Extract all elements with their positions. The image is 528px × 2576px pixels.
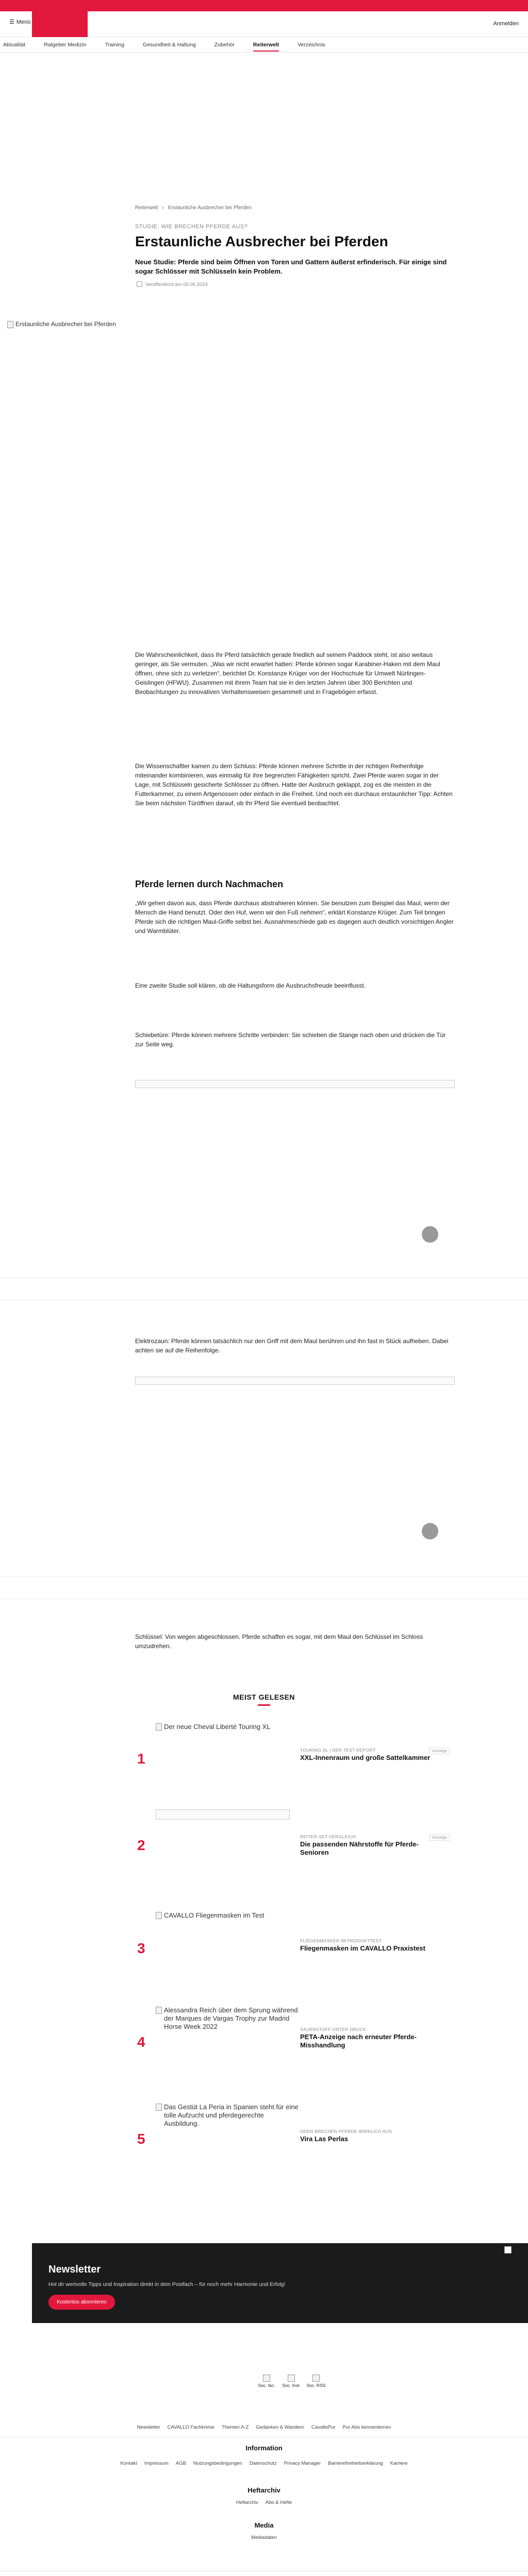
gallery-next-button[interactable] [422,1523,438,1539]
most-read-image: Der neue Cheval Liberté Touring XL [156,1723,300,1731]
gallery-caption: Elektrozaun: Pferde können tatsächlich nur den Griff mit dem Maul berühren und ihn fast in Stück aufheben. Dabei achten sie auf die Reihenfolge. [135,1337,449,1354]
newsletter-subscribe-button[interactable]: Kostenlos abonnieren [48,2295,115,2310]
article-paragraph: Die Wissenschaftler kamen zu dem Schluss: Pferde können mehrere Schritte in der richtigen Reihenfolge miteinander kombinieren, was einmalig für ihre begrenzten Fähigkeiten spricht. Zwei Pferde waren sogar in der Lage, mit Schlüsseln gesicherte Schlösser zu öffnen. Hatte der Ausbruch geklappt, zog es die meisten in die Futterkammer, zu einem Artgenossen oder einfach in die Freiheit. Und noch ein durchaus erstaunlicher Tipp: Achten Sie beim nächsten Türöffnen darauf, ob Ihr Pferd Sie eventuell beobachtet. [135,762,453,807]
most-read-headline[interactable]: Fliegenmasken im CAVALLO Praxistest [300,1944,425,1952]
broken-image-icon [156,2007,162,2014]
footer-links-info [0,2461,528,2466]
broken-image-icon [156,2104,162,2111]
footer-link[interactable]: Themen A-Z [221,2425,249,2430]
main-navigation [0,37,528,53]
most-read-kicker: SAUERSTOFF UNTER DRUCK [300,2027,366,2032]
most-read-number: 2 [137,1837,145,1853]
most-read-kicker: REITER-SET-VERGLEICH [300,1834,356,1839]
social-links [255,2375,327,2388]
calendar-icon [137,281,142,287]
ad-badge: Anzeige [430,1834,450,1841]
broken-image-icon [7,321,13,328]
article-kicker: STUDIE: WIE BRECHEN PFERDE AUS? [135,224,248,230]
gallery-image-placeholder [135,1080,455,1088]
footer-link[interactable]: Abo & Hefte [265,2500,292,2505]
most-read-headline[interactable]: XXL-Innenraum und große Sattelkammer [300,1754,431,1761]
article-teaser: Neue Studie: Pferde sind beim Öffnen von Toren und Gattern äußerst erfinderisch. Für einige sind sogar Schlösser mit Schlüsseln kein Problem. [135,258,447,275]
article-subhead: Pferde lernen durch Nachmachen [135,879,284,889]
breadcrumb-home[interactable]: Reiterwelt [135,205,158,211]
broken-image-icon [156,1912,162,1919]
gallery-caption: Schiebetüre: Pferde können mehrere Schritte verbinden: Sie schieben die Stange nach oben und drücken die Tür zur Seite weg. [135,1031,446,1048]
most-read-image: Das Gestüt La Peria in Spanien steht für eine tolle Aufzucht und pferdegerechte Ausbildung. [156,2103,300,2128]
most-read-item[interactable] [135,1911,455,1973]
article-paragraph: „Wir gehen davon aus, dass Pferde durchaus abstrahieren können. Sie benutzen zum Beispiel das Maul, wenn der Mensch die Hand benutzt. Oder den Huf, wenn wir den Fuß nehmen“, erklärt Konstanze Krüger. Zum Teil bringen Pferde sich die richtigen Maul-Griffe selbst bei. Ausnahmeschiede gab es dagegen auch deutlich vorsichtigen Angler und Warmblüter. [135,900,454,935]
footer-link[interactable]: Datenschutz [249,2461,277,2466]
gallery-image-placeholder [135,1377,455,1385]
most-read-item[interactable] [135,1723,455,1785]
footer-link[interactable]: Privacy Manager [284,2461,321,2466]
most-read-kicker: ODER BRECHEN PFERDE WIRKLICH AUS [300,2129,392,2134]
footer-links-media [0,2535,528,2540]
top-accent-strip [0,0,528,11]
footer-link[interactable]: Nutzungsbedingungen [193,2461,242,2466]
most-read-item[interactable] [135,2103,455,2165]
social-instagram-link[interactable]: Soc. Inst. [280,2375,303,2388]
facebook-icon [263,2375,270,2382]
footer-media-heading: Media [254,2521,274,2529]
login-button[interactable]: Anmelden [493,21,519,27]
newsletter-text: Hol dir wertvolle Tipps und Inspiration direkt in dein Postfach – für noch mehr Harmonie und Erfolg! [48,2281,286,2287]
most-read-underline [258,1704,270,1706]
nav-item-training[interactable]: Training [105,41,125,48]
instagram-icon [288,2375,295,2382]
most-read-headline[interactable]: Die passenden Nährstoffe für Pferde-Senioren [300,1840,419,1856]
footer-link[interactable]: CAVALLO Fachkreise [167,2425,214,2430]
most-read-number: 5 [137,2131,145,2147]
newsletter-image [504,2246,512,2253]
footer-link[interactable]: Heftarchiv [236,2500,258,2505]
footer-link[interactable]: CavalloPur [311,2425,336,2430]
site-header [0,11,528,37]
footer-link[interactable]: Pur Abo kennenlernen [342,2425,391,2430]
breadcrumb-current: Erstaunliche Ausbrecher bei Pferden [168,205,252,211]
rss-icon [312,2375,320,2382]
gallery-divider [0,1278,528,1300]
most-read-image [156,1809,290,1820]
most-read-number: 1 [137,1751,145,1767]
hamburger-icon: ☰ [9,19,14,25]
footer-link[interactable]: AGB [175,2461,186,2466]
article-paragraph: Eine zweite Studie soll klären, ob die Haltungsform die Ausbruchsfreude beeinflusst. [135,982,366,989]
newsletter-box [32,2243,528,2323]
gallery-next-button[interactable] [422,1226,438,1243]
nav-item-zubehoer[interactable]: Zubehör [214,41,235,48]
newsletter-title: Newsletter [48,2264,101,2275]
most-read-number: 4 [137,2034,145,2050]
broken-image-icon [156,1723,162,1731]
footer-link[interactable]: Impressum [144,2461,169,2466]
brand-logo[interactable] [32,11,88,37]
social-rss-link[interactable]: Soc. RSS [305,2375,327,2388]
hero-image-alt: Erstaunliche Ausbrecher bei Pferden [15,320,116,328]
footer-link[interactable]: Mediadaten [251,2535,277,2540]
nav-item-gesundheit[interactable]: Gesundheit & Haltung [143,41,196,48]
most-read-image: CAVALLO Fliegenmasken im Test [156,1911,300,1920]
most-read-title: MEIST GELESEN [233,1693,295,1701]
footer-link[interactable]: Gedanken & Wandern [256,2425,304,2430]
chevron-right-icon: › [162,205,164,211]
gallery-caption: Schlüssel: Von wegen abgeschlossen. Pferde schaffen es sogar, mit dem Maul den Schlüssel im Schloss umzudrehen. [135,1633,423,1650]
social-facebook-link[interactable]: Soc. fac. [255,2375,278,2388]
most-read-kicker: FLIEGENMASKEN IM PRODUKTTEST [300,1938,382,1943]
nav-item-ratgeber-medizin[interactable]: Ratgeber Medizin [44,41,87,48]
breadcrumb [135,205,252,211]
ad-badge: Anzeige [430,1748,450,1754]
most-read-image: Alessandra Reich über dem Sprung während der Marques de Vargas Trophy zur Madrid Horse Week 2022 [156,2006,300,2031]
footer-link[interactable]: Newsletter [137,2425,160,2430]
footer-info-heading: Information [245,2444,283,2452]
article-title: Erstaunliche Ausbrecher bei Pferden [135,233,388,249]
footer-archive-heading: Heftarchiv [248,2486,280,2494]
menu-button[interactable]: ☰ Menü [9,19,31,25]
article-paragraph: Die Wahrscheinlichkeit, dass Ihr Pferd tatsächlich gerade friedlich auf seinem Paddock steht, ist also weitaus geringer, als Sie vermuten. „Was wir nicht erwartet hatten: Pferde können sogar Karabiner-Haken mit dem Maul öffnen, ohne sich zu verletzen“, berichtet Dr. Konstanze Krüger von der Hochschule für Umwelt Nürtingen-Geislingen (HFWU). Zusammen mit ihrem Team hat sie in den letzten Jahren über 300 Berichten und Beobachtungen zu innovativen Verhaltensweisen gesammelt und in Fragebögen erfasst. [135,651,440,696]
most-read-headline[interactable]: Vira Las Perlas [300,2135,348,2143]
nav-item-reiterwelt[interactable]: Reiterwelt [253,42,279,52]
gallery-divider [0,1577,528,1599]
footer-links-primary [0,2425,528,2430]
most-read-item[interactable] [135,1809,455,1871]
nav-item-verzeichnis[interactable]: Verzeichnis [298,41,325,48]
footer-link[interactable]: Barrierefreiheitserklärung [327,2461,383,2466]
most-read-kicker: TOURING XL | DER TEST-REPORT [300,1748,376,1753]
most-read-headline[interactable]: PETA-Anzeige nach erneuter Pferde-Misshandlung [300,2033,417,2049]
most-read-number: 3 [137,1940,145,1956]
footer-link[interactable]: Karriere [390,2461,408,2466]
article-date: Veröffentlicht am 05.06.2024 [145,282,208,287]
footer-links-archive [0,2500,528,2505]
footer-link[interactable]: Kontakt [120,2461,137,2466]
nav-item-aktualitaet[interactable]: Aktualität [3,41,26,48]
most-read-item[interactable] [135,2006,455,2068]
hero-image [7,320,521,609]
